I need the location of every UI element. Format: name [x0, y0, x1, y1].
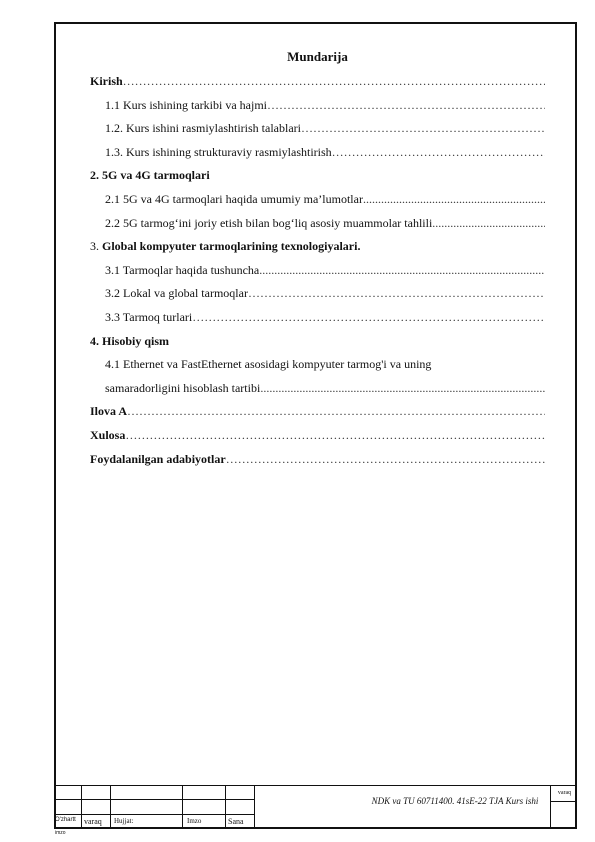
toc-entry-text: 4. Hisobiy qism	[90, 333, 170, 348]
toc-entry	[90, 448, 545, 472]
document-code: NDK va TU 60711400. 41sE-22 TJA Kurs ishi	[371, 796, 539, 806]
toc-entry-label	[90, 164, 210, 188]
toc-leader	[248, 282, 545, 306]
toc-entry-text: 1.2. Kurs ishini rasmiylashtirish talablari	[105, 121, 301, 136]
change-label: O'zhartt	[55, 817, 76, 823]
toc-list	[90, 70, 545, 471]
document-column-label: Hujjat:	[114, 817, 134, 825]
toc-entry	[90, 164, 545, 188]
toc-entry-text: 2. 5G va 4G tarmoqlari	[90, 168, 210, 183]
toc-leader	[432, 212, 545, 236]
toc-entry-text: 2.2 5G tarmog‘ini joriy etish bilan bog‘liq asosiy muammolar tahlili	[105, 215, 433, 230]
toc-entry-text: 2.1 5G va 4G tarmoqlari haqida umumiy ma’lumotlar	[105, 191, 363, 206]
toc-entry-label	[90, 424, 125, 448]
toc-entry-text: 3.2 Lokal va global tarmoqlar	[105, 286, 248, 301]
toc-entry-text: Global kompyuter tarmoqlarining texnologiyalari.	[102, 239, 361, 254]
toc-entry	[90, 212, 545, 236]
toc-entry-label	[90, 400, 127, 424]
toc-leader	[259, 259, 545, 283]
toc-leader	[363, 188, 545, 212]
toc-entry	[90, 330, 545, 354]
toc-leader	[226, 448, 545, 472]
toc-entry-label	[105, 212, 432, 236]
toc-entry-label	[90, 70, 123, 94]
page-title: Mundarija	[287, 49, 348, 64]
date-column-label: Sana	[228, 817, 244, 826]
toc-entry-label	[105, 94, 267, 118]
toc-entry-label	[105, 259, 259, 283]
toc-leader	[332, 141, 545, 165]
toc-entry-label	[90, 330, 169, 354]
toc-entry-text: Foydalanilgan adabiyotlar	[90, 451, 226, 466]
toc-leader	[192, 306, 545, 330]
toc-entry	[90, 424, 545, 448]
toc-entry-number: 3.	[90, 239, 102, 254]
toc-entry-text: Kirish	[90, 74, 123, 88]
toc-entry-text: 1.3. Kurs ishining strukturaviy rasmiylashtirish	[105, 144, 332, 159]
toc-entry-label	[90, 235, 360, 259]
toc-entry-text: 3.1 Tarmoqlar haqida tushuncha	[105, 262, 260, 277]
toc-entry	[90, 282, 545, 306]
sheet-label: varaq	[557, 790, 572, 796]
toc-entry	[90, 259, 545, 283]
toc-entry	[90, 117, 545, 141]
title-block	[54, 785, 577, 829]
toc-entry	[90, 353, 545, 377]
toc-entry-text: 1.1 Kurs ishining tarkibi va hajmi	[105, 97, 267, 112]
toc-entry-text: 4.1 Ethernet va FastEthernet asosidagi kompyuter tarmog'i va uning	[105, 357, 432, 372]
toc-entry	[90, 188, 545, 212]
toc-entry-text: 3.3 Tarmoq turlari	[105, 309, 193, 324]
toc-leader	[301, 117, 545, 141]
toc-entry	[90, 400, 545, 424]
toc-entry-label	[105, 306, 192, 330]
toc-entry-label	[105, 353, 431, 377]
toc-entry-label	[105, 377, 260, 401]
toc-entry	[90, 70, 545, 94]
sheet-column-label: varaq	[84, 817, 102, 826]
toc-entry-label	[105, 141, 332, 165]
toc-leader	[127, 400, 545, 424]
toc-leader	[125, 424, 545, 448]
toc-entry-text: Xulosa	[90, 427, 126, 442]
toc-entry-label	[105, 188, 363, 212]
toc-entry-label	[90, 448, 226, 472]
signature-note: imzo	[55, 830, 66, 836]
table-of-contents	[90, 48, 545, 471]
toc-entry	[90, 306, 545, 330]
toc-entry	[90, 94, 545, 118]
toc-entry-label	[105, 282, 248, 306]
toc-entry-text: Ilova A	[90, 404, 128, 419]
toc-entry-text: samaradorligini hisoblash tartibi	[105, 380, 261, 395]
toc-entry-label	[105, 117, 301, 141]
toc-leader	[260, 377, 545, 401]
toc-entry	[90, 141, 545, 165]
toc-entry	[90, 377, 545, 401]
signature-column-label: Imzo	[187, 817, 202, 825]
toc-entry	[90, 235, 545, 259]
toc-leader	[267, 94, 545, 118]
toc-leader	[123, 70, 545, 94]
